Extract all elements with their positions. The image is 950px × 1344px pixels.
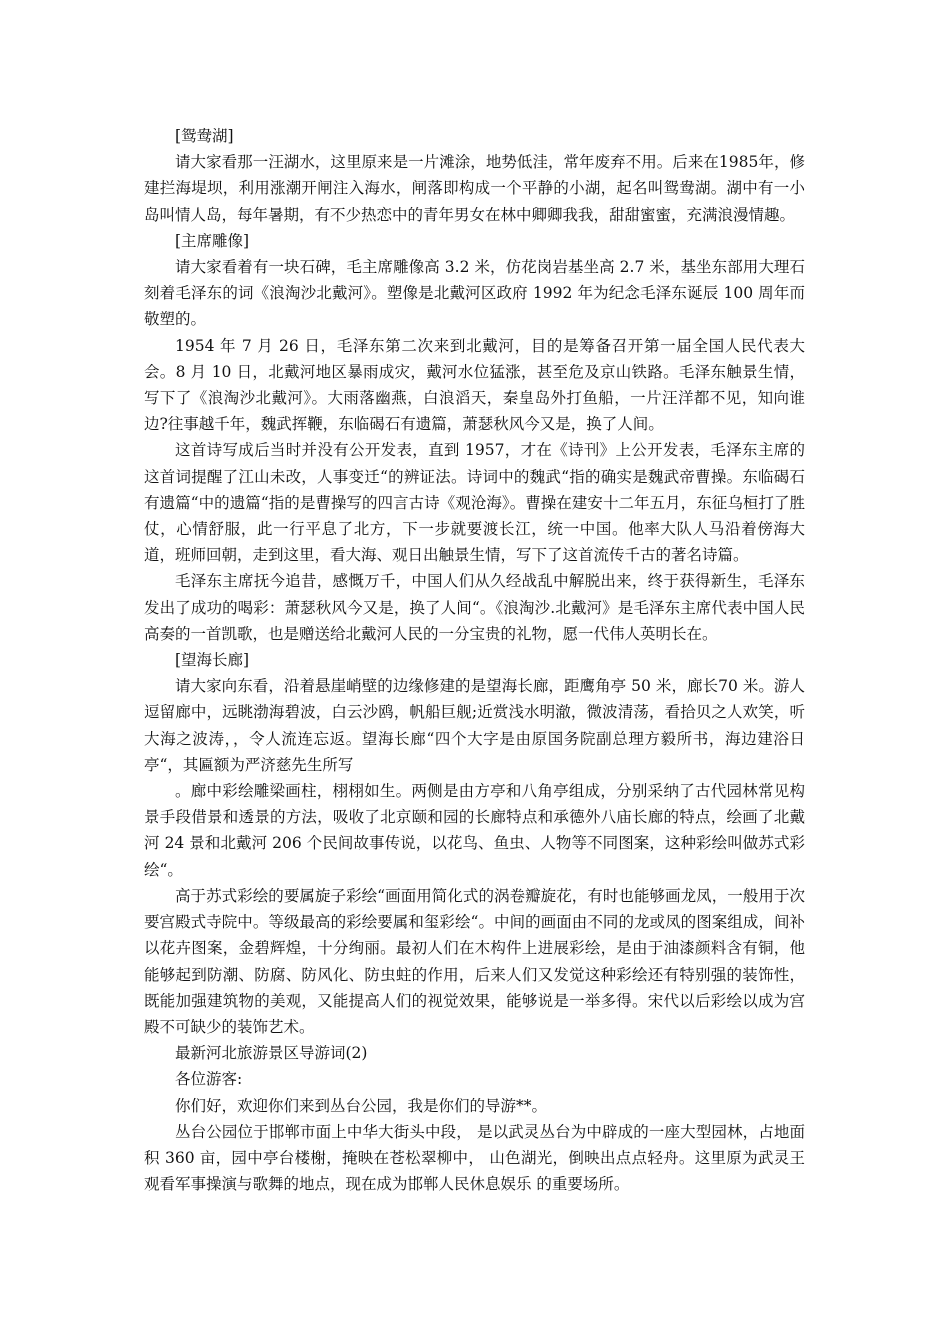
section-heading-chairman-statue: [主席雕像]	[175, 231, 250, 250]
paragraph: 1954 年 7 月 26 日，毛泽东第二次来到北戴河，目的是筹备召开第一届全国人民代表大会。8 月 10 日，北戴河地区暴雨成灾，戴河水位猛涨，甚至危及京山铁路。毛泽东触景生情，写下了《浪淘沙北戴河》。大雨落幽燕，白浪滔天，秦皇岛外打鱼船，一片汪洋都不见，知向谁边?往事越千年，魏武挥鞭，东临碣石有遗篇，萧瑟秋风今又是，换了人间。	[144, 336, 805, 434]
paragraph: 毛泽东主席抚今追昔，感慨万千，中国人们从久经战乱中解脱出来，终于获得新生，毛泽东发出了成功的喝彩：萧瑟秋风今又是，换了人间“。《浪淘沙.北戴河》是毛泽东主席代表中国人民高奏的一首凯歌，也是赠送给北戴河人民的一分宝贵的礼物，愿一代伟人英明长在。	[144, 572, 805, 643]
paragraph: 这首诗写成后当时并没有公开发表，直到 1957，才在《诗刊》上公开发表，毛泽东主席的这首词提醒了江山未改，人事变迁“的辨证法。诗词中的魏武“指的确实是魏武帝曹操。东临碣石有遗篇“中的遗篇“指的是曹操写的四言古诗《观沧海》。曹操在建安十二年五月，东征乌桓打了胜仗，心情舒服，此一行平息了北方，下一步就要渡长江，统一中国。他率大队人马沿着傍海大道，班师回朝，走到这里，看大海、观日出触景生情，写下了这首流传千古的著名诗篇。	[144, 441, 805, 565]
section-heading-hebei-guide-2: 最新河北旅游景区导游词(2)	[175, 1044, 368, 1063]
paragraph: 各位游客:	[175, 1070, 243, 1089]
paragraph: 高于苏式彩绘的要属旋子彩绘“画面用简化式的涡卷瓣旋花，有时也能够画龙凤，一般用于次要宫殿式寺院中。等级最高的彩绘要属和玺彩绘“。中间的画面由不同的龙或凤的图案组成，间补以花卉图案，金碧辉煌，十分绚丽。最初人们在木构件上进展彩绘，是由于油漆颜料含有铜，他能够起到防潮、防腐、防风化、防虫蛀的作用，后来人们又发觉这种彩绘还有特别强的装饰性，既能加强建筑物的美观，又能提高人们的视觉效果，能够说是一举多得。宋代以后彩绘以成为宫殿不可缺少的装饰艺术。	[144, 886, 805, 1036]
paragraph: 丛台公园位于邯郸市面上中华大街头中段， 是以武灵丛台为中辟成的一座大型园林，占地面积 360 亩，园中亭台楼榭，掩映在苍松翠柳中， 山色湖光，倒映出点点轻舟。这里原为武灵王观看军事操演与歌舞的地点，现在成为邯郸人民休息娱乐 的重要场所。	[144, 1122, 805, 1194]
paragraph: 请大家看着有一块石碑，毛主席雕像高 3.2 米，仿花岗岩基坐高 2.7 米，基坐东部用大理石刻着毛泽东的词《浪淘沙北戴河》。塑像是北戴河区政府 1992 年为纪念毛泽东诞辰 100 周年而敬塑的。	[144, 258, 805, 329]
paragraph: 你们好，欢迎你们来到丛台公园，我是你们的导游**。	[175, 1096, 548, 1115]
paragraph: 请大家看那一汪湖水，这里原来是一片滩涂，地势低洼，常年废弃不用。后来在1985年，修建拦海堤坝，利用涨潮开闸注入海水，闸落即构成一个平静的小湖，起名叫鸳鸯湖。湖中有一小岛叫情人岛，每年暑期，有不少热恋中的青年男女在林中卿卿我我，甜甜蜜蜜，充满浪漫情趣。	[144, 153, 805, 224]
document-body	[144, 123, 805, 1197]
paragraph: 请大家向东看，沿着悬崖峭壁的边缘修建的是望海长廊，距鹰角亭 50 米，廊长70 米。游人逗留廊中，远眺渤海碧波，白云沙鸥，帆船巨舰;近赏浅水明澈，微波清荡，看拾贝之人欢笑，听大海之波涛，，令人流连忘返。望海长廊“四个大字是由原国务院副总理方毅所书，海边建浴日亭“，其匾额为严济慈先生所写	[144, 677, 805, 774]
section-heading-yuanyang-lake: [鸳鸯湖]	[175, 127, 234, 145]
paragraph: 。廊中彩绘雕梁画柱，栩栩如生。两侧是由方亭和八角亭组成，分别采纳了古代园林常见构景手段借景和透景的方法，吸收了北京颐和园的长廊特点和承德外八庙长廊的特点，绘画了北戴河 24 景和北戴河 206 个民间故事传说，以花鸟、鱼虫、人物等不同图案，这种彩绘叫做苏式彩绘“。	[144, 782, 805, 879]
section-heading-sea-view-corridor: [望海长廊]	[175, 651, 250, 670]
